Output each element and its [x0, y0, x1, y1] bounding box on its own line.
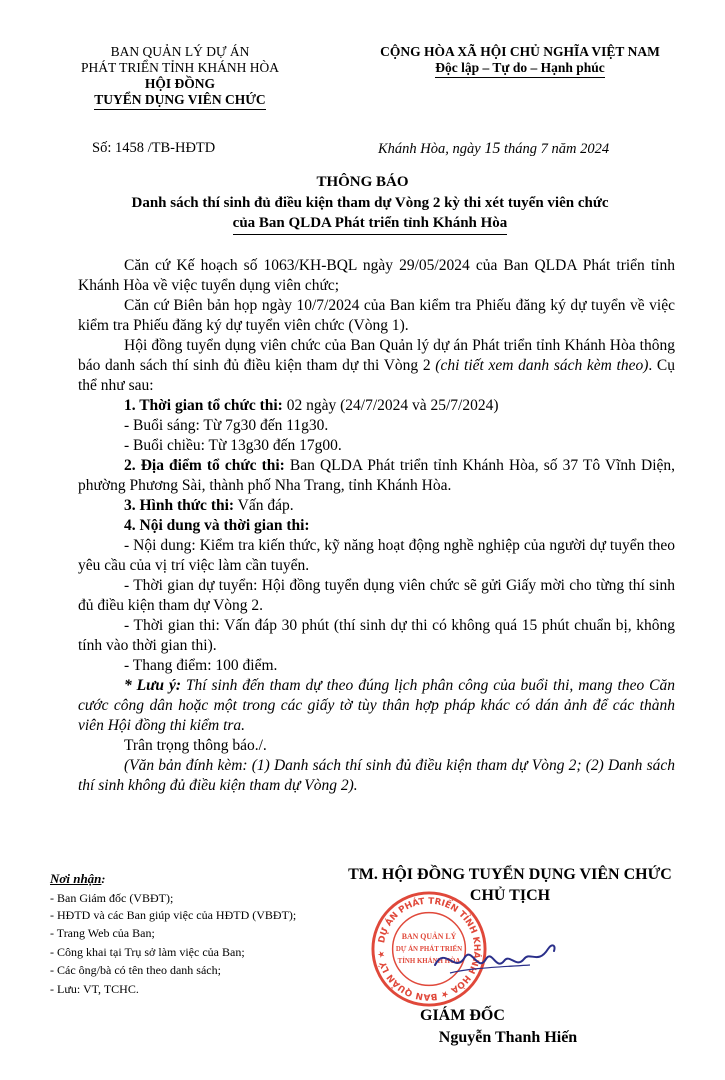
- handwritten-signature-icon: [430, 935, 560, 985]
- date-day: 15: [484, 140, 501, 157]
- issuer-line2: PHÁT TRIỂN TỈNH KHÁNH HÒA: [81, 60, 279, 75]
- date-prefix: Khánh Hòa, ngày: [378, 141, 485, 157]
- svg-text:DỰ ÁN PHÁT TRIỂN TỈNH KHÁNH HÒ: DỰ ÁN PHÁT TRIỂN TỈNH KHÁNH HÒA ★ BAN QUẢN LÝ ★: [376, 896, 482, 1002]
- subtitle-line2: của Ban QLDA Phát triển tỉnh Khánh Hòa: [233, 213, 508, 235]
- signature-header: [300, 864, 720, 906]
- document-date: [378, 140, 609, 158]
- section-content-label: 4. Nội dung và thời gian thi:: [124, 517, 310, 534]
- section-format: [78, 496, 675, 516]
- signer-role: GIÁM ĐỐC: [420, 1007, 505, 1024]
- paragraph-basis-2: Căn cứ Biên bản họp ngày 10/7/2024 của Ban kiểm tra Phiếu đăng ký dự tuyển về việc kiểm tra Phiếu đăng ký dự tuyển viên chức (Vòng 1).: [78, 297, 675, 334]
- issuer-line4: TUYỂN DỤNG VIÊN CHỨC: [94, 92, 265, 110]
- duration-item: - Thời gian thi: Vấn đáp 30 phút (thí sinh dự thi có không quá 15 phút chuẩn bị, không tính vào thời gian thi).: [78, 617, 675, 654]
- issuer-line3: HỘI ĐỒNG: [144, 76, 216, 91]
- recipient-item: - Công khai tại Trụ sở làm việc của Ban;: [50, 944, 245, 959]
- recipients-block: Nơi nhận: - Ban Giám đốc (VBĐT); - HĐTD và các Ban giúp việc của HĐTD (VBĐT); - Trang Web của Ban; - Công khai tại Trụ sở làm việc của Ban; - Các ông/bà có tên theo danh sách; - Lưu: VT, TCHC.: [50, 870, 320, 998]
- section-location-label: 2. Địa điểm tổ chức thi:: [124, 457, 285, 474]
- recipients-title: Nơi nhận: [50, 871, 102, 886]
- section-time: [78, 396, 675, 416]
- afternoon-session: - Buổi chiều: Từ 13g30 đến 17g00.: [124, 437, 342, 454]
- recipient-item: - Ban Giám đốc (VBĐT);: [50, 890, 174, 905]
- content-item: - Nội dung: Kiểm tra kiến thức, kỹ năng hoạt động nghề nghiệp của người dự tuyển theo yêu cầu của vị trí việc làm cần tuyển.: [78, 537, 675, 574]
- subtitle-line1: Danh sách thí sinh đủ điều kiện tham dự Vòng 2 kỳ thi xét tuyển viên chức: [131, 195, 609, 211]
- document-subtitle: [70, 193, 670, 235]
- nation-block: [335, 44, 705, 78]
- svg-text:DỰ ÁN PHÁT TRIỂN: DỰ ÁN PHÁT TRIỂN: [395, 945, 463, 953]
- announcement-text: Hội đồng tuyển dụng viên chức của Ban Quản lý dự án Phát triển tỉnh Khánh Hòa thông báo danh sách thí sinh đủ điều kiện tham dự thi Vòng 2: [78, 337, 675, 374]
- date-suffix: tháng 7 năm 2024: [500, 141, 610, 157]
- signature-line2: CHỦ TỊCH: [469, 887, 551, 904]
- paragraph-announcement: [78, 336, 675, 396]
- recipient-item: - Trang Web của Ban;: [50, 926, 155, 940]
- section-location-text: Ban QLDA Phát triển tỉnh Khánh Hòa, số 37 Tô Vĩnh Diện, phường Phương Sài, thành phố Nha Trang, tỉnh Khánh Hòa.: [78, 457, 676, 494]
- note-text: Thí sinh đến tham dự theo đúng lịch phân công của buổi thi, mang theo Căn cước công dân hoặc một trong các giấy tờ tùy thân hợp pháp khác có dán ảnh để các thành viên Hội đồng thi kiểm tra.: [78, 677, 675, 734]
- section-format-label: 3. Hình thức thi:: [124, 497, 235, 514]
- issuer-block: [40, 44, 320, 110]
- document-body: [78, 256, 675, 796]
- recipient-item: - HĐTD và các Ban giúp việc của HĐTD (VBĐT);: [50, 908, 297, 922]
- svg-text:TỈNH KHÁNH HÒA: TỈNH KHÁNH HÒA: [397, 957, 461, 965]
- document-title: THÔNG BÁO: [316, 174, 409, 190]
- closing-line: Trân trọng thông báo./.: [124, 737, 267, 754]
- invitation-item: - Thời gian dự tuyển: Hội đồng tuyển dụng viên chức sẽ gửi Giấy mời cho từng thí sinh đủ điều kiện tham dự Vòng 2.: [78, 577, 675, 614]
- attachment-note: (Văn bản đính kèm: (1) Danh sách thí sinh đủ điều kiện tham dự Vòng 2; (2) Danh sách thí sinh không đủ điều kiện tham dự Vòng 2).: [78, 757, 675, 794]
- note-paragraph: [78, 676, 675, 736]
- document-number: Số: 1458 /TB-HĐTD: [92, 140, 216, 156]
- motto: Độc lập – Tự do – Hạnh phúc: [435, 60, 605, 78]
- svg-text:BAN QUẢN LÝ: BAN QUẢN LÝ: [401, 932, 457, 942]
- recipient-item: - Lưu: VT, TCHC.: [50, 981, 139, 996]
- score-item: - Thang điểm: 100 điểm.: [124, 657, 278, 674]
- section-location: [78, 456, 675, 496]
- recipient-item: - Các ông/bà có tên theo danh sách;: [50, 963, 221, 977]
- announcement-tail: . Cụ thể như sau:: [78, 357, 676, 394]
- issuer-line1: BAN QUẢN LÝ DỰ ÁN: [110, 44, 250, 59]
- section-format-text: Vấn đáp.: [234, 497, 294, 514]
- signer-name: Nguyễn Thanh Hiến: [438, 1029, 578, 1046]
- signature-line1: TM. HỘI ĐỒNG TUYỂN DỤNG VIÊN CHỨC: [348, 866, 672, 883]
- nation-title: CỘNG HÒA XÃ HỘI CHỦ NGHĨA VIỆT NAM: [380, 44, 660, 59]
- note-label: * Lưu ý:: [124, 677, 182, 694]
- morning-session: - Buổi sáng: Từ 7g30 đến 11g30.: [124, 417, 329, 434]
- announcement-note: (chi tiết xem danh sách kèm theo): [435, 357, 649, 374]
- paragraph-basis-1: Căn cứ Kế hoạch số 1063/KH-BQL ngày 29/05/2024 của Ban QLDA Phát triển tỉnh Khánh Hòa về việc tuyển dụng viên chức;: [78, 257, 675, 294]
- section-time-text: 02 ngày (24/7/2024 và 25/7/2024): [282, 397, 499, 414]
- section-time-label: 1. Thời gian tổ chức thi:: [124, 397, 283, 414]
